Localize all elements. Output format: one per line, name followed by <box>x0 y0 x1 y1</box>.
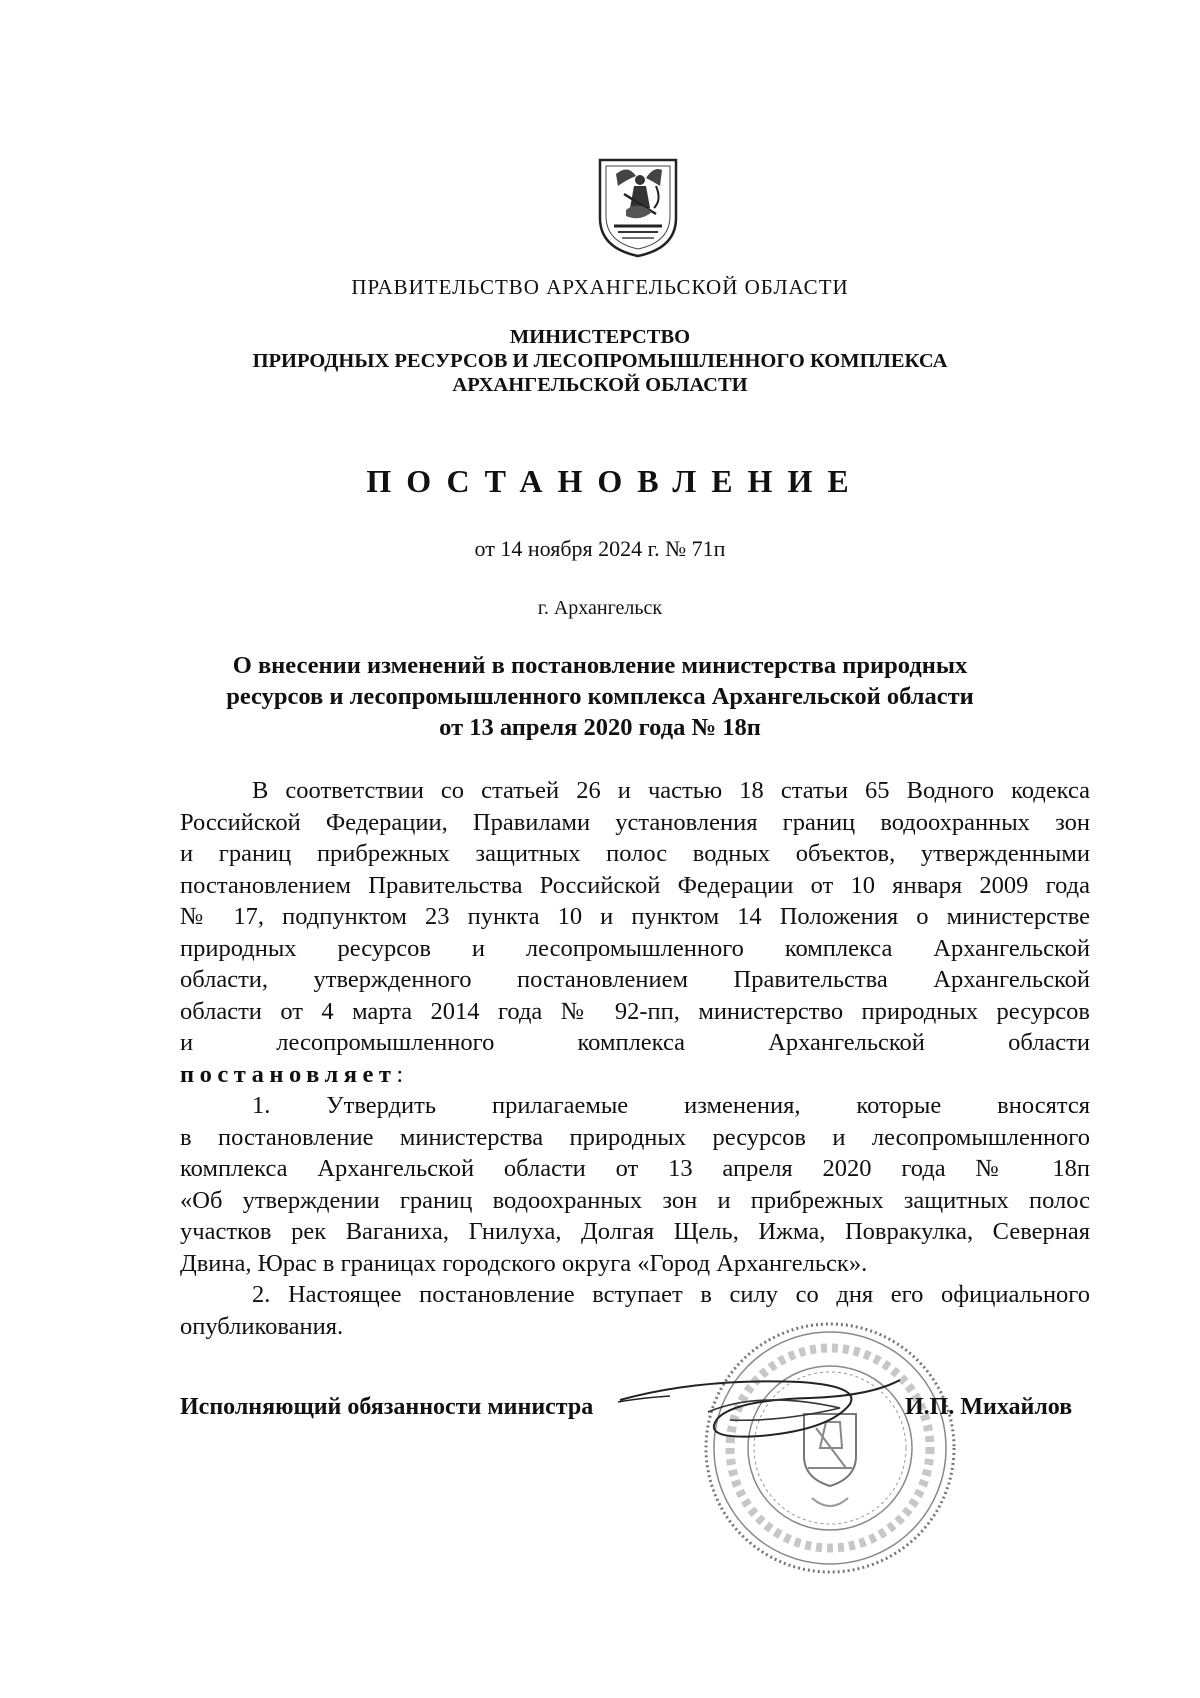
decides-line <box>180 1059 1090 1091</box>
item1-line: Двина, Юрас в границах городского округа «Город Архангельск». <box>180 1249 868 1277</box>
subject-line: от 13 апреля 2020 года № 18п <box>439 714 761 741</box>
subject-line: ресурсов и лесопромышленного комплекса Архангельской области <box>226 683 974 710</box>
document-city: г. Архангельск <box>537 597 663 619</box>
ministry-header <box>0 325 1200 397</box>
ministry-line: МИНИСТЕРСТВО <box>509 326 691 348</box>
ministry-line: ПРИРОДНЫХ РЕСУРСОВ И ЛЕСОПРОМЫШЛЕННОГО КОМПЛЕКСА <box>252 350 948 372</box>
item1-line: участков рек Ваганиха, Гнилуха, Долгая Щель, Ижма, Повракулка, Северная <box>180 1218 1090 1245</box>
document-body <box>180 775 1090 1342</box>
item1-line: 1. Утвердить прилагаемые изменения, которые вносятся <box>252 1092 1090 1119</box>
subject-line: О внесении изменений в постановление министерства природных <box>232 652 968 679</box>
signatory-name: И.П. Михайлов <box>905 1394 1073 1420</box>
preamble-line: и границ прибрежных защитных полос водных объектов, утвержденными <box>180 840 1090 867</box>
item2-line: 2. Настоящее постановление вступает в силу со дня его официального <box>252 1281 1090 1308</box>
document-subject <box>0 650 1200 743</box>
preamble-line: области, утвержденного постановлением Правительства Архангельской <box>180 966 1090 993</box>
signatory-role: Исполняющий обязанности министра <box>180 1394 594 1420</box>
decides-colon: : <box>396 1060 404 1088</box>
preamble-line: природных ресурсов и лесопромышленного комплекса Архангельской <box>180 934 1090 962</box>
preamble-line: № 17, подпунктом 23 пункта 10 и пунктом 14 Положения о министерстве <box>180 903 1090 930</box>
preamble-line: Российской Федерации, Правилами установления границ водоохранных зон <box>180 808 1090 836</box>
decides-word: постановляет <box>180 1060 397 1088</box>
preamble-line: В соответствии со статьей 26 и частью 18 статьи 65 Водного кодекса <box>252 777 1090 804</box>
document-type-title: ПОСТАНОВЛЕНИЕ <box>366 463 864 499</box>
item2-line: опубликования. <box>180 1312 344 1340</box>
preamble-line: области от 4 марта 2014 года № 92-пп, министерство природных ресурсов <box>180 997 1090 1025</box>
preamble-line: и лесопромышленного комплекса Архангельской области <box>180 1029 1090 1056</box>
document-date-number: от 14 ноября 2024 г. № 71п <box>474 536 726 561</box>
handwritten-signature <box>610 1360 910 1470</box>
item1-line: комплекса Архангельской области от 13 апреля 2020 года № 18п <box>180 1155 1090 1182</box>
coat-of-arms-emblem <box>596 156 680 260</box>
government-header: ПРАВИТЕЛЬСТВО АРХАНГЕЛЬСКОЙ ОБЛАСТИ <box>351 275 849 299</box>
ministry-line: АРХАНГЕЛЬСКОЙ ОБЛАСТИ <box>452 374 748 396</box>
item1-line: в постановление министерства природных ресурсов и лесопромышленного <box>180 1123 1090 1151</box>
preamble-line: постановлением Правительства Российской Федерации от 10 января 2009 года <box>180 871 1090 899</box>
item1-line: «Об утверждении границ водоохранных зон и прибрежных защитных полос <box>180 1186 1090 1214</box>
